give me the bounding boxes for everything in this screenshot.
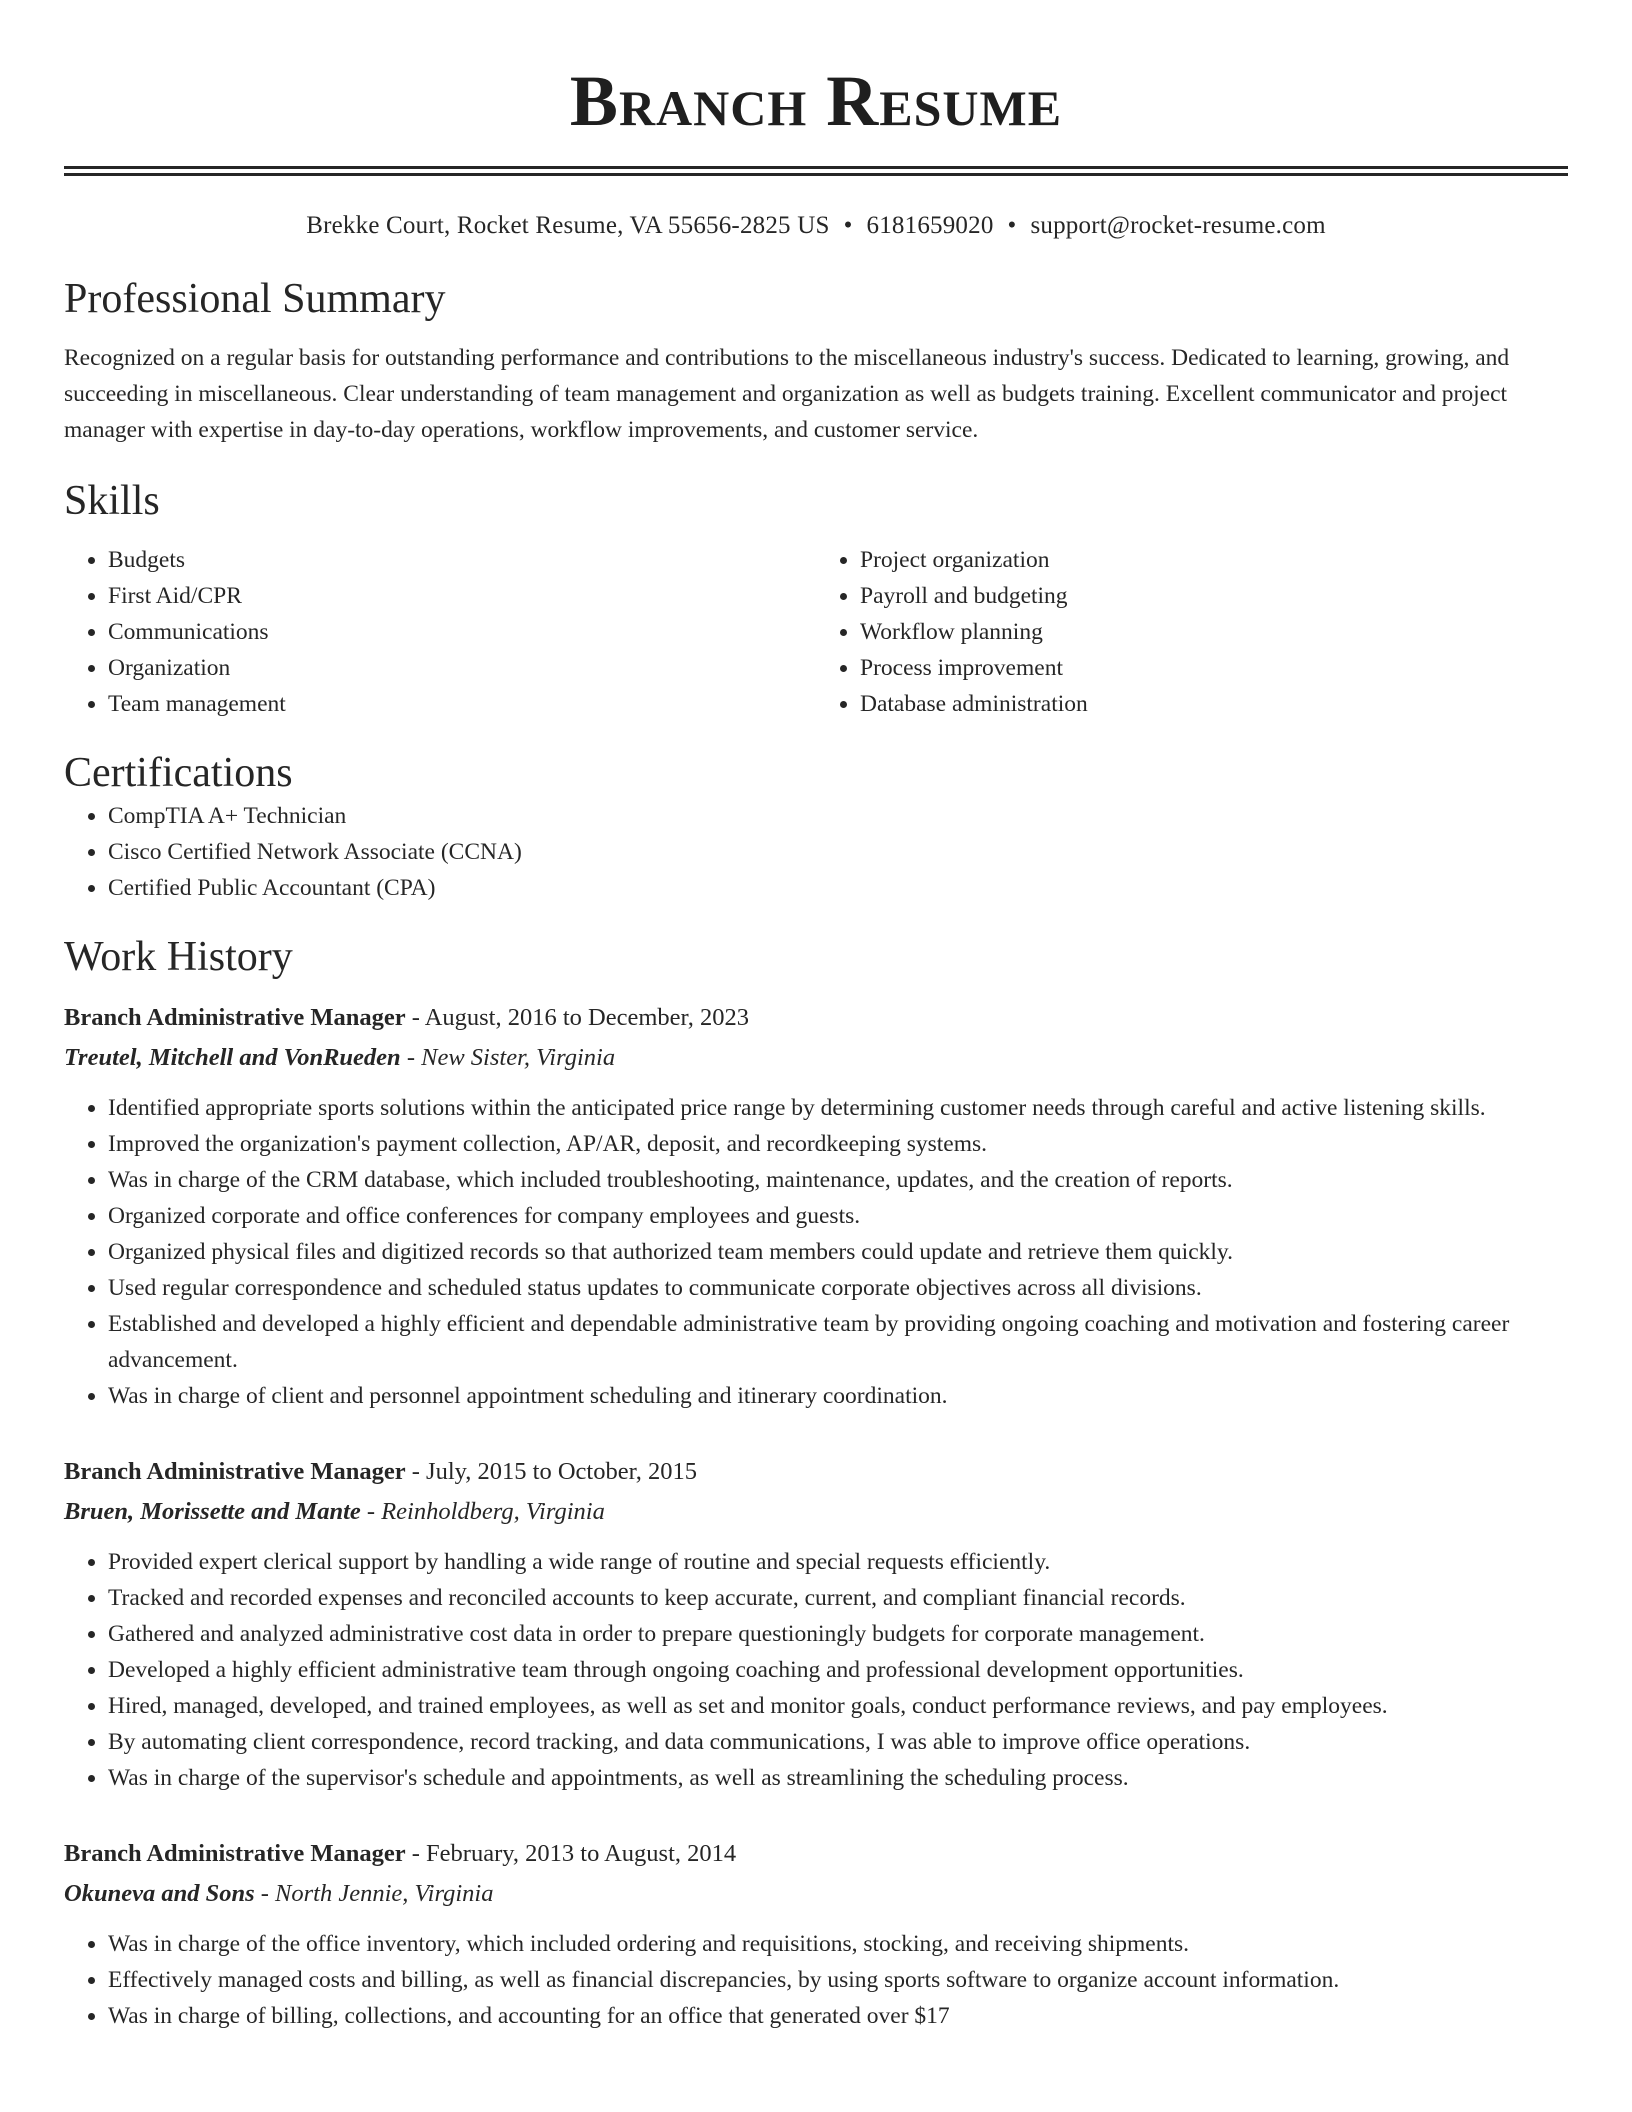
job-dash: - bbox=[406, 1044, 415, 1071]
job-bullet: • Was in charge of the CRM database, which included troubleshooting, maintenance, updates, and the creation of reports. bbox=[108, 1162, 1568, 1198]
job-bullet: • Used regular correspondence and scheduled status updates to communicate corporate objectives across all divisions. bbox=[108, 1270, 1568, 1306]
job-bullet: • Improved the organization's payment collection, AP/AR, deposit, and recordkeeping systems. bbox=[108, 1126, 1568, 1162]
job-bullet: • Was in charge of billing, collections, and accounting for an office that generated over $17 bbox=[108, 1998, 1568, 2034]
skills-list-left bbox=[64, 542, 816, 722]
job-dash: - bbox=[366, 1498, 376, 1525]
certification-item: • Certified Public Accountant (CPA) bbox=[108, 870, 1568, 906]
job-title-line bbox=[64, 1834, 1568, 1874]
job-bullet: • Provided expert clerical support by handling a wide range of routine and special requests efficiently. bbox=[108, 1544, 1568, 1580]
job-company: Okuneva and Sons bbox=[64, 1880, 255, 1907]
contact-line bbox=[64, 210, 1568, 242]
contact-email: support@rocket-resume.com bbox=[1030, 212, 1326, 239]
skill-item: • Organization bbox=[108, 650, 816, 686]
job-company: Bruen, Morissette and Mante bbox=[64, 1498, 361, 1525]
resume-name: Branch Resume bbox=[569, 61, 1063, 141]
job-bullet: • Organized physical files and digitized records so that authorized team members could update and retrieve them quickly. bbox=[108, 1234, 1568, 1270]
skill-item: • Project organization bbox=[860, 542, 1568, 578]
job-location: New Sister, Virginia bbox=[421, 1044, 616, 1071]
job-title-line bbox=[64, 1452, 1568, 1492]
job-location: Reinholdberg, Virginia bbox=[381, 1498, 605, 1525]
job-entry bbox=[64, 1452, 1568, 1796]
job-entry bbox=[64, 1834, 1568, 2034]
job-entry bbox=[64, 998, 1568, 1414]
job-bullet: • Effectively managed costs and billing, as well as financial discrepancies, by using sports software to organize account information. bbox=[108, 1962, 1568, 1998]
work-history-heading: Work History bbox=[64, 934, 293, 980]
skill-item: • Team management bbox=[108, 686, 816, 722]
skills-list-right bbox=[816, 542, 1568, 722]
job-bullet: • Tracked and recorded expenses and reconciled accounts to keep accurate, current, and compliant financial records. bbox=[108, 1580, 1568, 1616]
job-bullet: • Hired, managed, developed, and trained employees, as well as set and monitor goals, conduct performance reviews, and pay employees. bbox=[108, 1688, 1568, 1724]
skills-columns bbox=[64, 542, 1568, 722]
job-bullet: • Established and developed a highly efficient and dependable administrative team by providing ongoing coaching and motivation and fostering career advancement. bbox=[108, 1306, 1568, 1378]
job-company-line bbox=[64, 1874, 1568, 1914]
skill-item: • Process improvement bbox=[860, 650, 1568, 686]
job-dates: July, 2015 to October, 2015 bbox=[426, 1458, 698, 1485]
skill-item: • Database administration bbox=[860, 686, 1568, 722]
job-dash: - bbox=[411, 1458, 420, 1485]
job-bullets bbox=[64, 1926, 1568, 2034]
contact-separator: • bbox=[1007, 212, 1017, 239]
job-bullet: • Gathered and analyzed administrative cost data in order to prepare questioningly budgets for corporate management. bbox=[108, 1616, 1568, 1652]
job-bullets bbox=[64, 1544, 1568, 1796]
job-company-line bbox=[64, 1492, 1568, 1532]
job-title-line bbox=[64, 998, 1568, 1038]
skill-item: • Payroll and budgeting bbox=[860, 578, 1568, 614]
job-bullet: • Was in charge of client and personnel appointment scheduling and itinerary coordination. bbox=[108, 1378, 1568, 1414]
contact-phone: 6181659020 bbox=[866, 212, 994, 239]
certifications-list bbox=[64, 798, 1568, 906]
job-title: Branch Administrative Manager bbox=[64, 1458, 406, 1485]
contact-separator: • bbox=[843, 212, 853, 239]
job-company-line bbox=[64, 1038, 1568, 1078]
job-location: North Jennie, Virginia bbox=[275, 1880, 494, 1907]
certification-item: • CompTIA A+ Technician bbox=[108, 798, 1568, 834]
job-dash: - bbox=[411, 1840, 420, 1867]
job-bullet: • Was in charge of the office inventory, which included ordering and requisitions, stocking, and receiving shipments. bbox=[108, 1926, 1568, 1962]
job-company: Treutel, Mitchell and VonRueden bbox=[64, 1044, 401, 1071]
skill-item: • Budgets bbox=[108, 542, 816, 578]
job-dates: August, 2016 to December, 2023 bbox=[424, 1004, 749, 1031]
job-dates: February, 2013 to August, 2014 bbox=[426, 1840, 737, 1867]
certifications-heading: Certifications bbox=[64, 750, 293, 796]
job-bullet: • Identified appropriate sports solutions within the anticipated price range by determining customer needs through careful and active listening skills. bbox=[108, 1090, 1568, 1126]
skill-item: • Workflow planning bbox=[860, 614, 1568, 650]
certification-item: • Cisco Certified Network Associate (CCNA) bbox=[108, 834, 1568, 870]
header-double-rule bbox=[64, 166, 1568, 176]
skill-item: • First Aid/CPR bbox=[108, 578, 816, 614]
job-bullet: • Organized corporate and office conferences for company employees and guests. bbox=[108, 1198, 1568, 1234]
job-title: Branch Administrative Manager bbox=[64, 1004, 406, 1031]
job-dash: - bbox=[260, 1880, 269, 1907]
job-title: Branch Administrative Manager bbox=[64, 1840, 406, 1867]
summary-heading: Professional Summary bbox=[64, 276, 446, 322]
job-bullet: • Developed a highly efficient administrative team through ongoing coaching and professional development opportunities. bbox=[108, 1652, 1568, 1688]
contact-address: Brekke Court, Rocket Resume, VA 55656-2825 US bbox=[306, 212, 830, 239]
summary-text: Recognized on a regular basis for outstanding performance and contributions to the miscellaneous industry's success. Dedicated to learning, growing, and succeeding in miscellaneous. Clear understanding of team management and organization as well as budgets training. Excellent communicator and project manager with expertise in day-to-day operations, workflow improvements, and customer service. bbox=[64, 345, 1510, 443]
job-dash: - bbox=[411, 1004, 420, 1031]
job-bullets bbox=[64, 1090, 1568, 1414]
job-bullet: • By automating client correspondence, record tracking, and data communications, I was able to improve office operations. bbox=[108, 1724, 1568, 1760]
skills-heading: Skills bbox=[64, 478, 160, 524]
job-bullet: • Was in charge of the supervisor's schedule and appointments, as well as streamlining the scheduling process. bbox=[108, 1760, 1568, 1796]
skill-item: • Communications bbox=[108, 614, 816, 650]
